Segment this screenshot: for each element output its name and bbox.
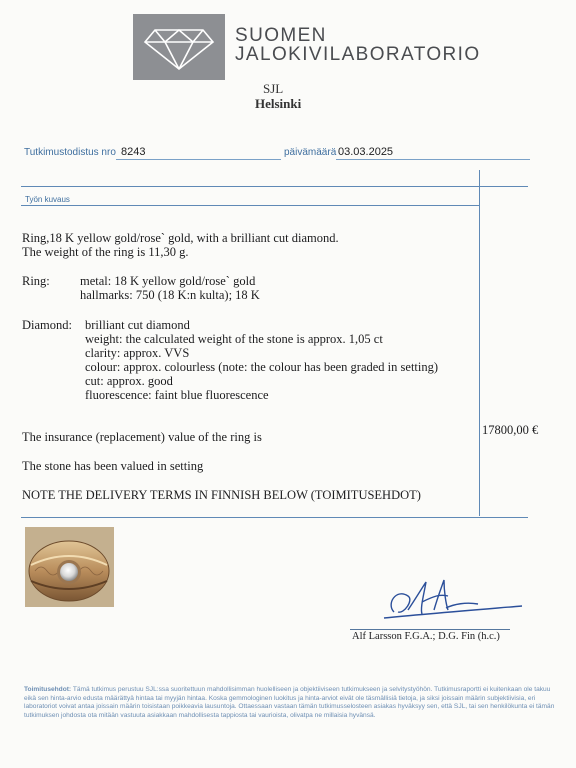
ring-photo	[25, 527, 114, 607]
ring-label: Ring:	[22, 274, 50, 288]
date-label: päivämäärä	[284, 147, 337, 158]
diamond-fluorescence: fluorescence: faint blue fluorescence	[85, 388, 269, 402]
table-column-divider	[479, 170, 480, 516]
insurance-value: 17800,00 €	[482, 423, 539, 437]
lab-logo	[133, 14, 225, 80]
diamond-weight: weight: the calculated weight of the stone is approx. 1,05 ct	[85, 332, 383, 346]
org-name-line2: JALOKIVILABORATORIO	[235, 44, 481, 65]
org-name-line1: SUOMEN	[235, 25, 327, 46]
diamond-cut-grade: cut: approx. good	[85, 374, 173, 388]
org-city: Helsinki	[255, 96, 302, 111]
signature-line	[350, 629, 510, 630]
certificate-number: 8243	[121, 146, 146, 158]
ring-hallmarks: hallmarks: 750 (18 K:n kulta); 18 K	[80, 288, 260, 302]
ring-metal: metal: 18 K yellow gold/rose` gold	[80, 274, 256, 288]
delivery-terms-text: Tämä tutkimus perustuu SJL:ssa suoritettuun mahdollisimman huolelliseen ja objektiiviseen tutkimukseen ja selvitystyöhön. Tutkimusraportti ei kuitenkaan ole takuu eikä sen hinta-arvio edusta määrättyä hintaa tai myyjän hintaa. Koska gemmologinen luokitus ja hinta-arviot eivät ole täsmällisiä tietoja, ja siksi joissain määrin subjektiivisia, eri laboratoriot voivat antaa joissain määrin toisistaan poikkeavia lausuntoja. Ottaessaan vastaan tämän tutkimusselosteen asiakas hyväksyy sen, että SJL, tai sen henkilökunta ei tämän tutkimuksen johdosta ota mitään vastuuta asiakkaan mahdollisesta tappiosta tai vaurioista, olivatpa ne millaisia hyvänsä.	[24, 686, 555, 719]
item-weight: The weight of the ring is 11,30 g.	[22, 245, 189, 259]
signature	[374, 574, 524, 624]
diamond-icon	[141, 22, 217, 72]
diamond-cut: brilliant cut diamond	[85, 318, 190, 332]
date-underline	[336, 159, 530, 160]
stone-setting-note: The stone has been valued in setting	[22, 459, 204, 473]
diamond-colour: colour: approx. colourless (note: the colour has been graded in setting)	[85, 360, 439, 374]
work-description-label: Työn kuvaus	[25, 195, 70, 204]
table-header-divider	[21, 205, 479, 206]
certificate-number-underline	[116, 159, 281, 160]
delivery-terms-label: Toimitusehdot:	[24, 686, 72, 693]
diamond-label: Diamond:	[22, 318, 72, 332]
delivery-terms	[24, 686, 564, 720]
signer-name: Alf Larsson F.G.A.; D.G. Fin (h.c.)	[352, 631, 500, 642]
delivery-terms-note: NOTE THE DELIVERY TERMS IN FINNISH BELOW (TOIMITUSEHDOT)	[22, 488, 421, 502]
insurance-value-text: The insurance (replacement) value of the ring is	[22, 430, 262, 444]
item-description: Ring,18 K yellow gold/rose` gold, with a brilliant cut diamond.	[22, 231, 339, 245]
certificate-date: 03.03.2025	[338, 146, 394, 158]
certificate-number-label: Tutkimustodistus nro	[24, 147, 116, 158]
org-abbreviation: SJL	[263, 81, 284, 96]
diamond-clarity: clarity: approx. VVS	[85, 346, 190, 360]
